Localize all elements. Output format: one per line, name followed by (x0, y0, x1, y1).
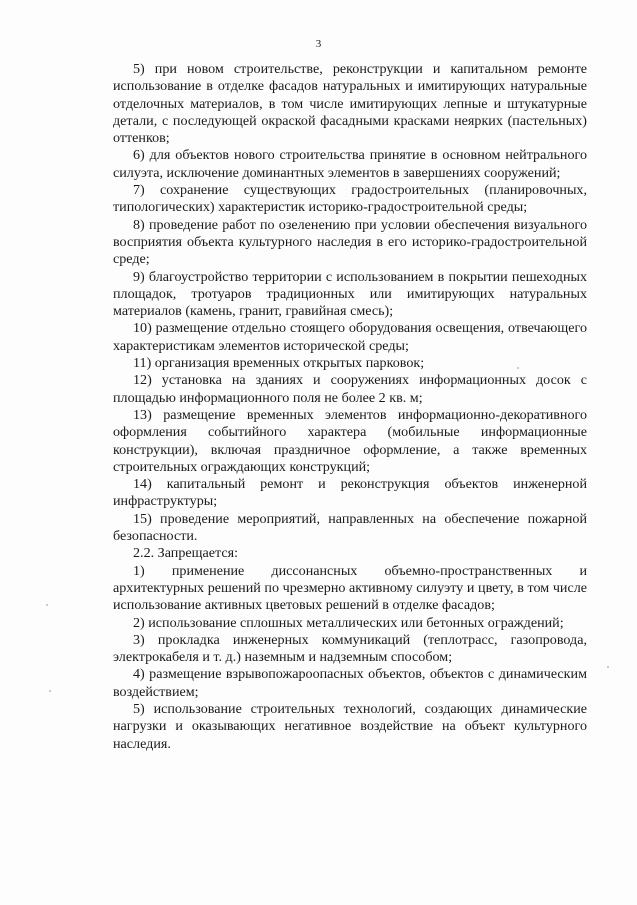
paragraph-allowed-8: 8) проведение работ по озеленению при условии обеспечения визуального восприятия объекта культурного наследия в его историко-градостроительной среде; (113, 216, 587, 268)
document-body (113, 61, 587, 753)
paragraph-allowed-5: 5) при новом строительстве, реконструкции и капитальном ремонте использование в отделке фасадов натуральных и имитирующих натуральные отделочных материалов, в том числе имитирующих лепные и штукатурные детали, с последующей окраской фасадными красками неярких (пастельных) оттенков; (113, 61, 587, 147)
paragraph-allowed-15: 15) проведение мероприятий, направленных на обеспечение пожарной безопасности. (113, 510, 587, 545)
paragraph-prohibited-1: 1) применение диссонансных объемно-пространственных и архитектурных решений по чрезмерно активному силуэту и цвету, в том числе использование активных цветовых решений в отделке фасадов; (113, 562, 587, 614)
paragraph-prohibited-4: 4) размещение взрывопожароопасных объектов, объектов с динамическим воздействием; (113, 666, 587, 700)
paragraph-prohibited-2: 2) использование сплошных металлических или бетонных ограждений; (133, 614, 564, 631)
paragraph-allowed-10: 10) размещение отдельно стоящего оборудования освещения, отвечающего характеристикам элементов исторической среды; (113, 320, 587, 354)
scan-speck (46, 604, 48, 606)
paragraph-allowed-11: 11) организация временных открытых парковок; (133, 355, 425, 372)
paragraph-allowed-6: 6) для объектов нового строительства принятие в основном нейтрального силуэта, исключение доминантных элементов в завершениях сооружений; (113, 147, 587, 181)
section-heading-prohibited: 2.2. Запрещается: (133, 545, 238, 562)
paragraph-allowed-7: 7) сохранение существующих градостроительных (планировочных, типологических) характеристик историко-градостроительной среды; (113, 182, 587, 216)
paragraph-allowed-14: 14) капитальный ремонт и реконструкция объектов инженерной инфраструктуры; (113, 476, 587, 510)
paragraph-allowed-13: 13) размещение временных элементов информационно-декоративного оформления событийного характера (мобильные информационные конструкции), включая праздничное оформление, а также временных строительных ограждающих конструкций; (113, 406, 587, 475)
paragraph-allowed-12: 12) установка на зданиях и сооружениях информационных досок с площадью информационного поля не более 2 кв. м; (113, 372, 587, 406)
paragraph-allowed-9: 9) благоустройство территории с использованием в покрытии пешеходных площадок, тротуаров традиционных или имитирующих натуральных материалов (камень, гранит, гравийная смесь); (113, 268, 587, 320)
scan-speck (607, 666, 609, 668)
paragraph-prohibited-5: 5) использование строительных технологий, создающих динамические нагрузки и оказывающих негативное воздействие на объект культурного наследия. (113, 700, 587, 752)
page-number: 3 (315, 38, 322, 50)
paragraph-prohibited-3: 3) прокладка инженерных коммуникаций (теплотрасс, газопровода, электрокабеля и т. д.) наземным и надземным способом; (113, 631, 587, 666)
scan-speck (49, 690, 51, 692)
scan-speck (517, 367, 519, 369)
